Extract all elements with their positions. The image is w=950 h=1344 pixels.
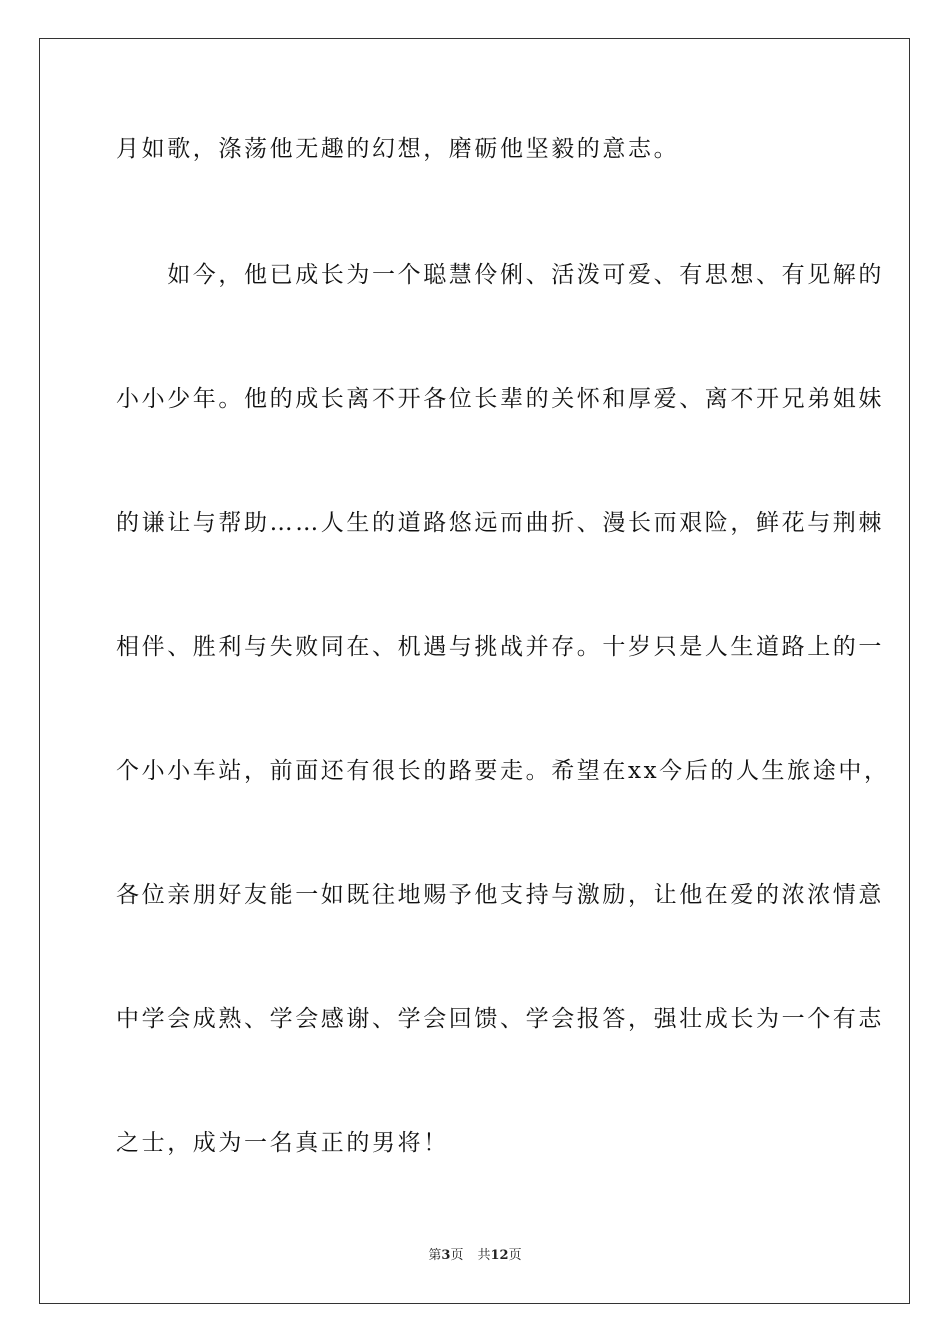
- total-prefix: 共: [477, 1248, 491, 1263]
- page-total: 12: [490, 1248, 509, 1263]
- text-line: 之士，成为一名真正的男将！: [116, 1130, 449, 1156]
- text-line: 的谦让与帮助……人生的道路悠远而曲折、漫长而艰险，鲜花与荆棘: [116, 510, 884, 536]
- page-suffix: 页: [450, 1248, 464, 1263]
- page-prefix: 第: [428, 1248, 442, 1263]
- page-footer: [0, 1247, 950, 1265]
- text-line: 月如歌，涤荡他无趣的幻想，磨砺他坚毅的意志。: [116, 136, 680, 162]
- text-line: 如今，他已成长为一个聪慧伶俐、活泼可爱、有思想、有见解的: [116, 262, 884, 288]
- text-line: 个小小车站，前面还有很长的路要走。希望在xx今后的人生旅途中，: [116, 758, 890, 784]
- text-line: 各位亲朋好友能一如既往地赐予他支持与激励，让他在爱的浓浓情意: [116, 882, 884, 908]
- page-border: [39, 38, 910, 1304]
- text-line: 相伴、胜利与失败同在、机遇与挑战并存。十岁只是人生道路上的一: [116, 634, 884, 660]
- text-line: 小小少年。他的成长离不开各位长辈的关怀和厚爱、离不开兄弟姐妹: [116, 386, 884, 412]
- total-suffix: 页: [508, 1248, 522, 1263]
- page-current: 3: [441, 1248, 451, 1263]
- text-line: 中学会成熟、学会感谢、学会回馈、学会报答，强壮成长为一个有志: [116, 1006, 884, 1032]
